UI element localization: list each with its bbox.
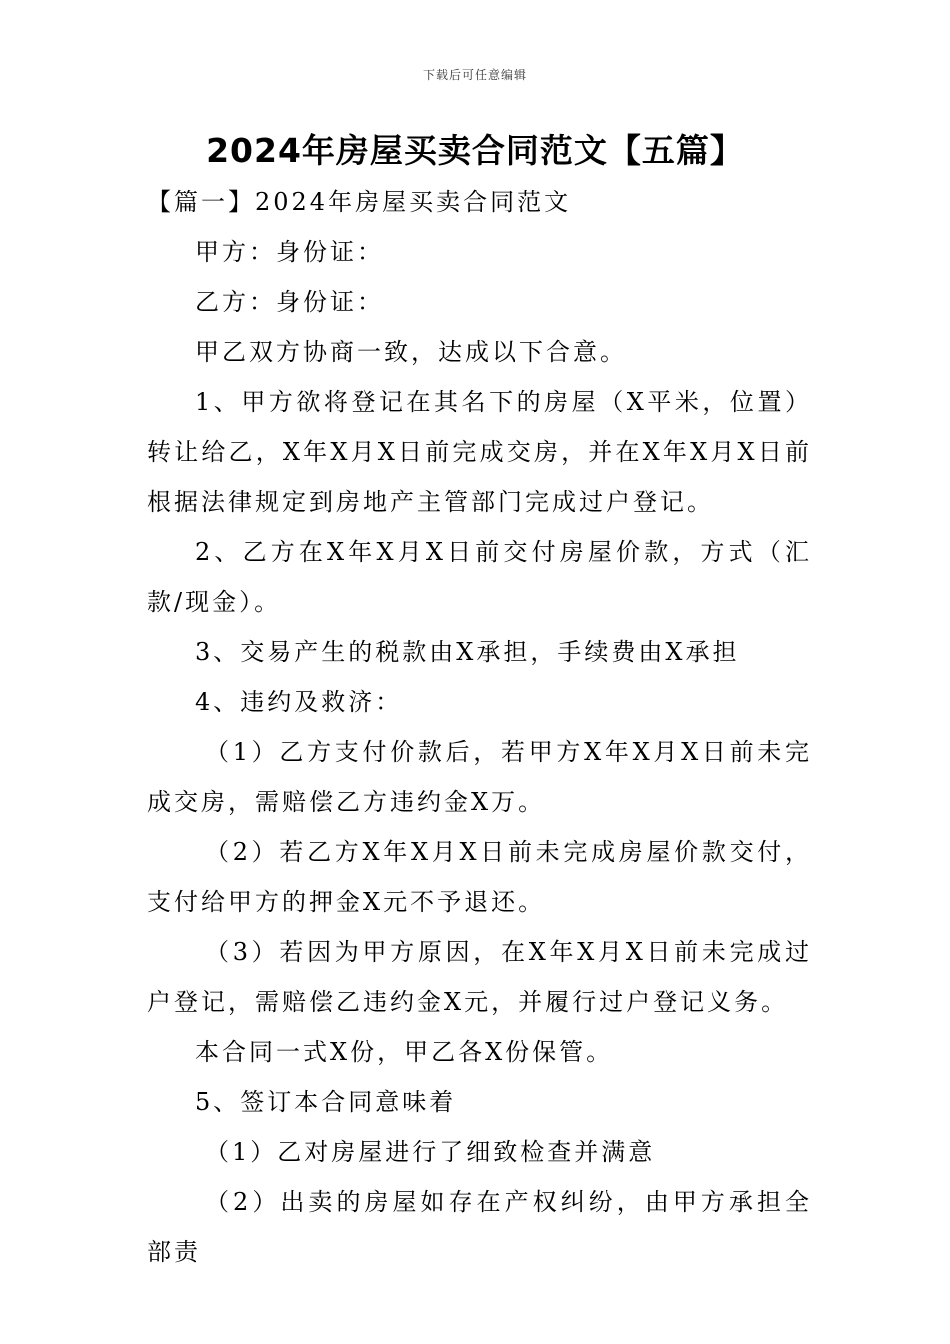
clause-5-item-2: （2）出卖的房屋如存在产权纠纷，由甲方承担全部责 — [147, 1188, 812, 1266]
agreement-intro: 甲乙双方协商一致，达成以下合意。 — [195, 338, 627, 366]
clause-3: 3、交易产生的税款由X承担，手续费由X承担 — [195, 638, 740, 666]
clause-1: 1、甲方欲将登记在其名下的房屋（X平米，位置）转让给乙，X年X月X日前完成交房，并在X年X月X日前根据法律规定到房地产主管部门完成过户登记。 — [147, 388, 812, 516]
copies-clause: 本合同一式X份，甲乙各X份保管。 — [195, 1038, 614, 1066]
party-b-line: 乙方：身份证： — [195, 288, 384, 316]
document-title: 2024年房屋买卖合同范文【五篇】 — [206, 131, 744, 170]
clause-4: 4、违约及救济： — [195, 688, 403, 716]
header-note: 下载后可任意编辑 — [422, 68, 527, 82]
section-heading: 【篇一】2024年房屋买卖合同范文 — [147, 188, 572, 216]
party-a-line: 甲方：身份证： — [195, 238, 384, 266]
clause-4-item-3: （3）若因为甲方原因，在X年X月X日前未完成过户登记，需赔偿乙违约金X元，并履行过户登记义务。 — [147, 938, 812, 1016]
clause-4-item-2: （2）若乙方X年X月X日前未完成房屋价款交付，支付给甲方的押金X元不予退还。 — [147, 838, 812, 916]
clause-5: 5、签订本合同意味着 — [195, 1088, 457, 1116]
clause-5-item-1: （1）乙对房屋进行了细致检查并满意 — [205, 1138, 656, 1166]
clause-2: 2、乙方在X年X月X日前交付房屋价款，方式（汇款/现金）。 — [147, 538, 812, 616]
document-body — [147, 177, 812, 1277]
clause-4-item-1: （1）乙方支付价款后，若甲方X年X月X日前未完成交房，需赔偿乙方违约金X万。 — [147, 738, 812, 816]
